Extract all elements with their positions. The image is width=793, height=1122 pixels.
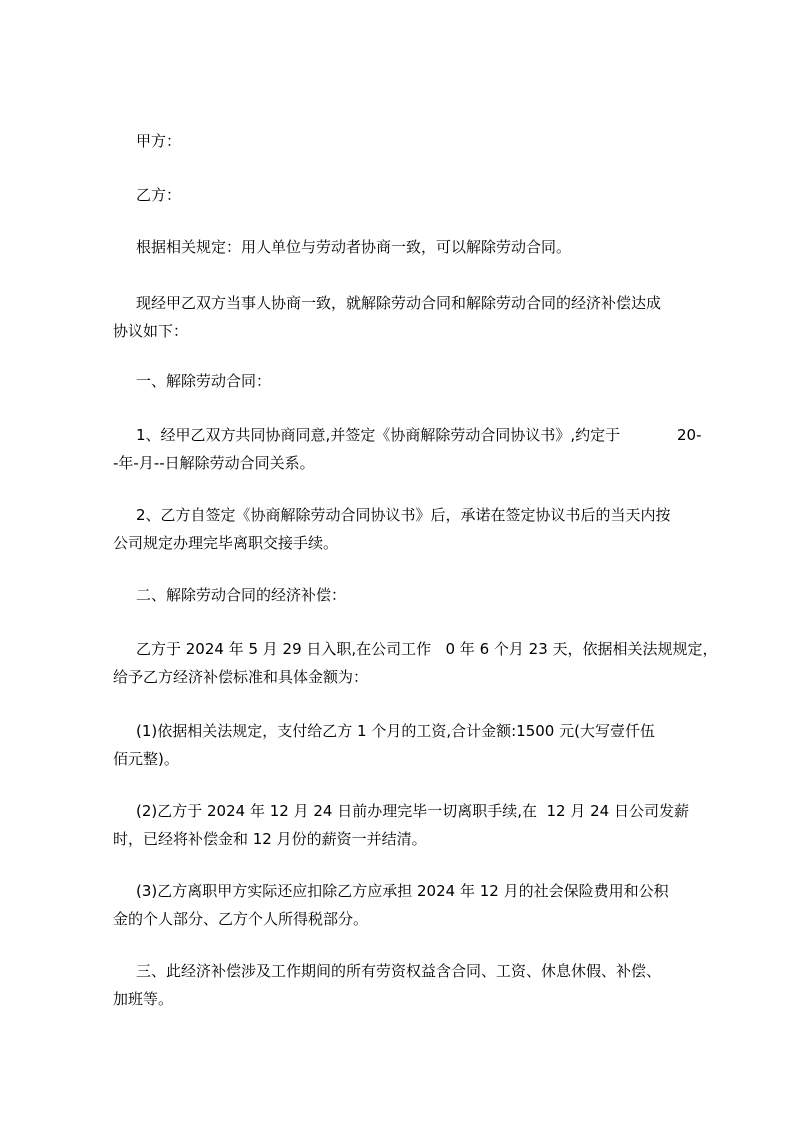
party-a-line: 甲方： [136, 132, 182, 150]
clause-1-line-2: 佰元整)。 [113, 750, 179, 768]
clause-2-line-2: 时，已经将补偿金和 12 月份的薪资一并结清。 [113, 830, 427, 848]
item-1-line-2: -年-月--日解除劳动合同关系。 [113, 454, 315, 472]
section-1-title: 一、解除劳动合同： [136, 372, 272, 390]
section-2-title: 二、解除劳动合同的经济补偿： [136, 586, 347, 604]
section-3-line-2: 加班等。 [113, 990, 174, 1008]
item-2-line-2: 公司规定办理完毕离职交接手续。 [113, 534, 339, 552]
party-b-line: 乙方： [136, 186, 182, 204]
item-1-line-1-tail: 20- [677, 426, 702, 444]
item-2-line-1: 2、乙方自签定《协商解除劳动合同协议书》后，承诺在签定协议书后的当天内按 [136, 506, 671, 524]
clause-1-line-1: (1)依据相关法规定，支付给乙方 1 个月的工资,合计金额:1500 元(大写壹仟伍 [136, 722, 655, 740]
clause-2-line-1: (2)乙方于 2024 年 12 月 24 日前办理完毕一切离职手续,在 12 月 24 日公司发薪 [136, 802, 689, 820]
agreement-line-2: 协议如下： [113, 322, 189, 340]
intro-paragraph: 根据相关规定：用人单位与劳动者协商一致，可以解除劳动合同。 [136, 238, 572, 256]
item-1-line-1: 1、经甲乙双方共同协商同意,并签定《协商解除劳动合同协议书》,约定于 [136, 426, 621, 444]
clause-3-line-1: (3)乙方离职甲方实际还应扣除乙方应承担 2024 年 12 月的社会保险费用和公积 [136, 882, 669, 900]
agreement-line-1: 现经甲乙双方当事人协商一致，就解除劳动合同和解除劳动合同的经济补偿达成 [136, 294, 662, 312]
section-3-line-1: 三、此经济补偿涉及工作期间的所有劳资权益含合同、工资、休息休假、补偿、 [136, 962, 662, 980]
compensation-line-1: 乙方于 2024 年 5 月 29 日入职,在公司工作 0 年 6 个月 23 天，依据相关法规规定， [136, 640, 718, 658]
clause-3-line-2: 金的个人部分、乙方个人所得税部分。 [113, 910, 369, 928]
compensation-line-2: 给予乙方经济补偿标准和具体金额为： [113, 668, 369, 686]
